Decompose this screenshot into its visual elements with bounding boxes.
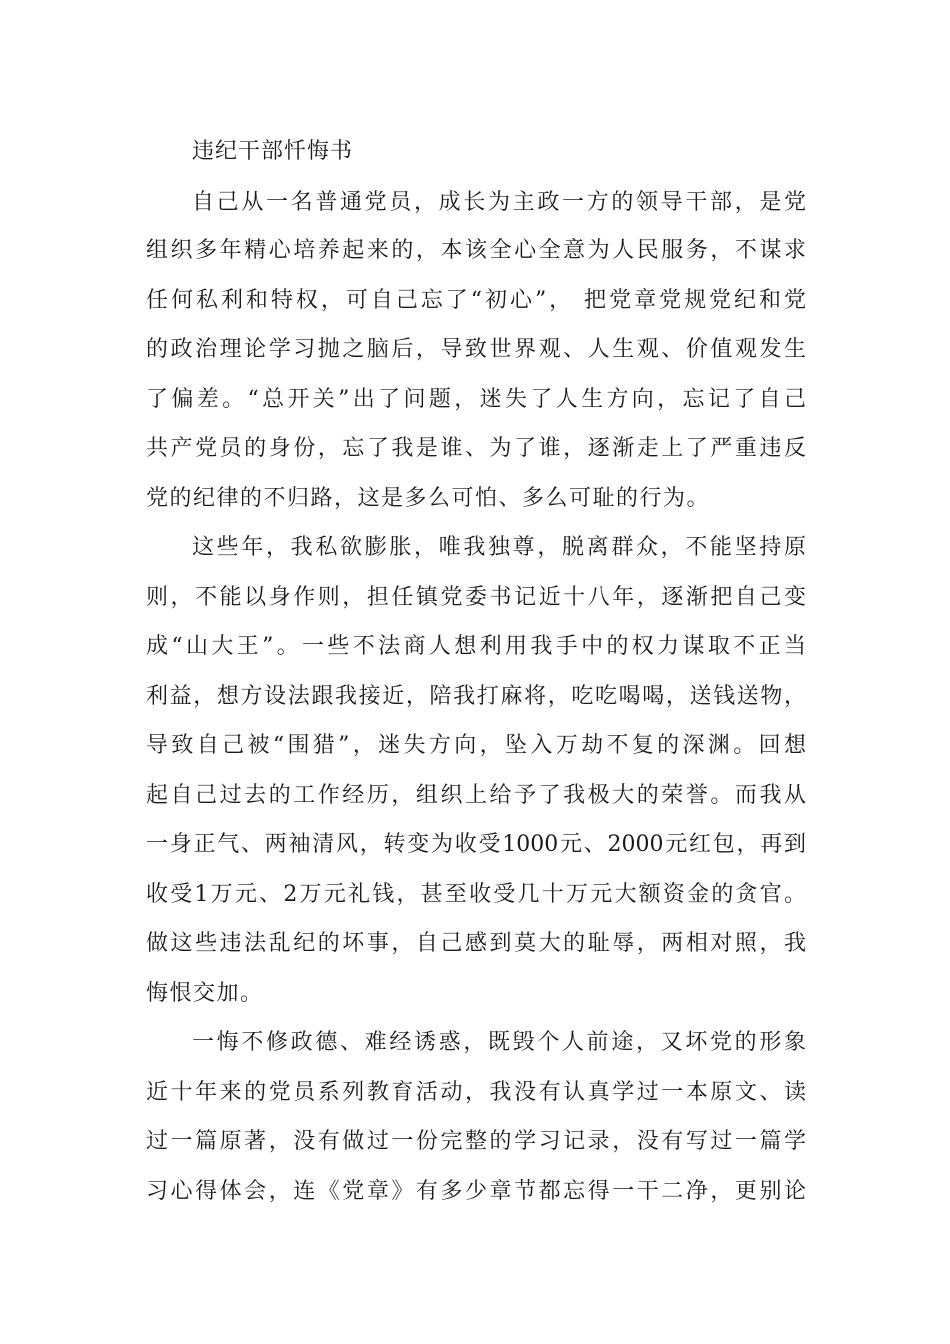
- paragraph-line: 做这些违法乱纪的坏事，自己感到莫大的耻辱，两相对照，我: [146, 931, 806, 956]
- paragraph-line: 导致自己被“围猎”，迷失方向，坠入万劫不复的深渊。回想: [146, 733, 806, 758]
- paragraph-line: 悔恨交加。: [146, 981, 264, 1006]
- paragraph-line: 则，不能以身作则，担任镇党委书记近十八年，逐渐把自己变: [146, 585, 806, 610]
- paragraph-line: 利益，想方设法跟我接近，陪我打麻将，吃吃喝喝，送钱送物，: [146, 684, 806, 709]
- paragraph-line: 了偏差。“总开关”出了问题，迷失了人生方向，忘记了自己: [146, 387, 806, 412]
- paragraph-line: 近十年来的党员系列教育活动，我没有认真学过一本原文、读: [146, 1080, 806, 1105]
- paragraph-line: 党的纪律的不归路，这是多么可怕、多么可耻的行为。: [146, 486, 711, 511]
- paragraph-line: 共产党员的身份，忘了我是谁、为了谁，逐渐走上了严重违反: [146, 436, 806, 461]
- paragraph-line: 起自己过去的工作经历，组织上给予了我极大的荣誉。而我从: [146, 783, 806, 808]
- paragraph-line: 的政治理论学习抛之脑后，导致世界观、人生观、价值观发生: [146, 337, 806, 362]
- paragraph-line: 习心得体会，连《党章》有多少章节都忘得一干二净，更别论: [146, 1179, 806, 1204]
- paragraph-line: 一身正气、两袖清风，转变为收受1000元、2000元红包，再到: [146, 832, 806, 857]
- paragraph-line: 组织多年精心培养起来的，本该全心全意为人民服务，不谋求: [146, 238, 806, 263]
- paragraph-line: 收受1万元、2万元礼钱，甚至收受几十万元大额资金的贪官。: [146, 882, 806, 907]
- paragraph-line: 成“山大王”。一些不法商人想利用我手中的权力谋取不正当: [146, 634, 806, 659]
- paragraph-line: 过一篇原著，没有做过一份完整的学习记录，没有写过一篇学: [146, 1129, 806, 1154]
- document-title: 违纪干部忏悔书: [192, 139, 354, 164]
- paragraph-line: 一悔不修政德、难经诱惑，既毁个人前途，又坏党的形象: [192, 1030, 806, 1055]
- paragraph-line: 任何私利和特权，可自己忘了“初心”， 把党章党规党纪和党: [146, 288, 806, 313]
- paragraph-line: 自己从一名普通党员，成长为主政一方的领导干部，是党: [192, 190, 806, 215]
- paragraph-line: 这些年，我私欲膨胀，唯我独尊，脱离群众，不能坚持原: [192, 535, 806, 560]
